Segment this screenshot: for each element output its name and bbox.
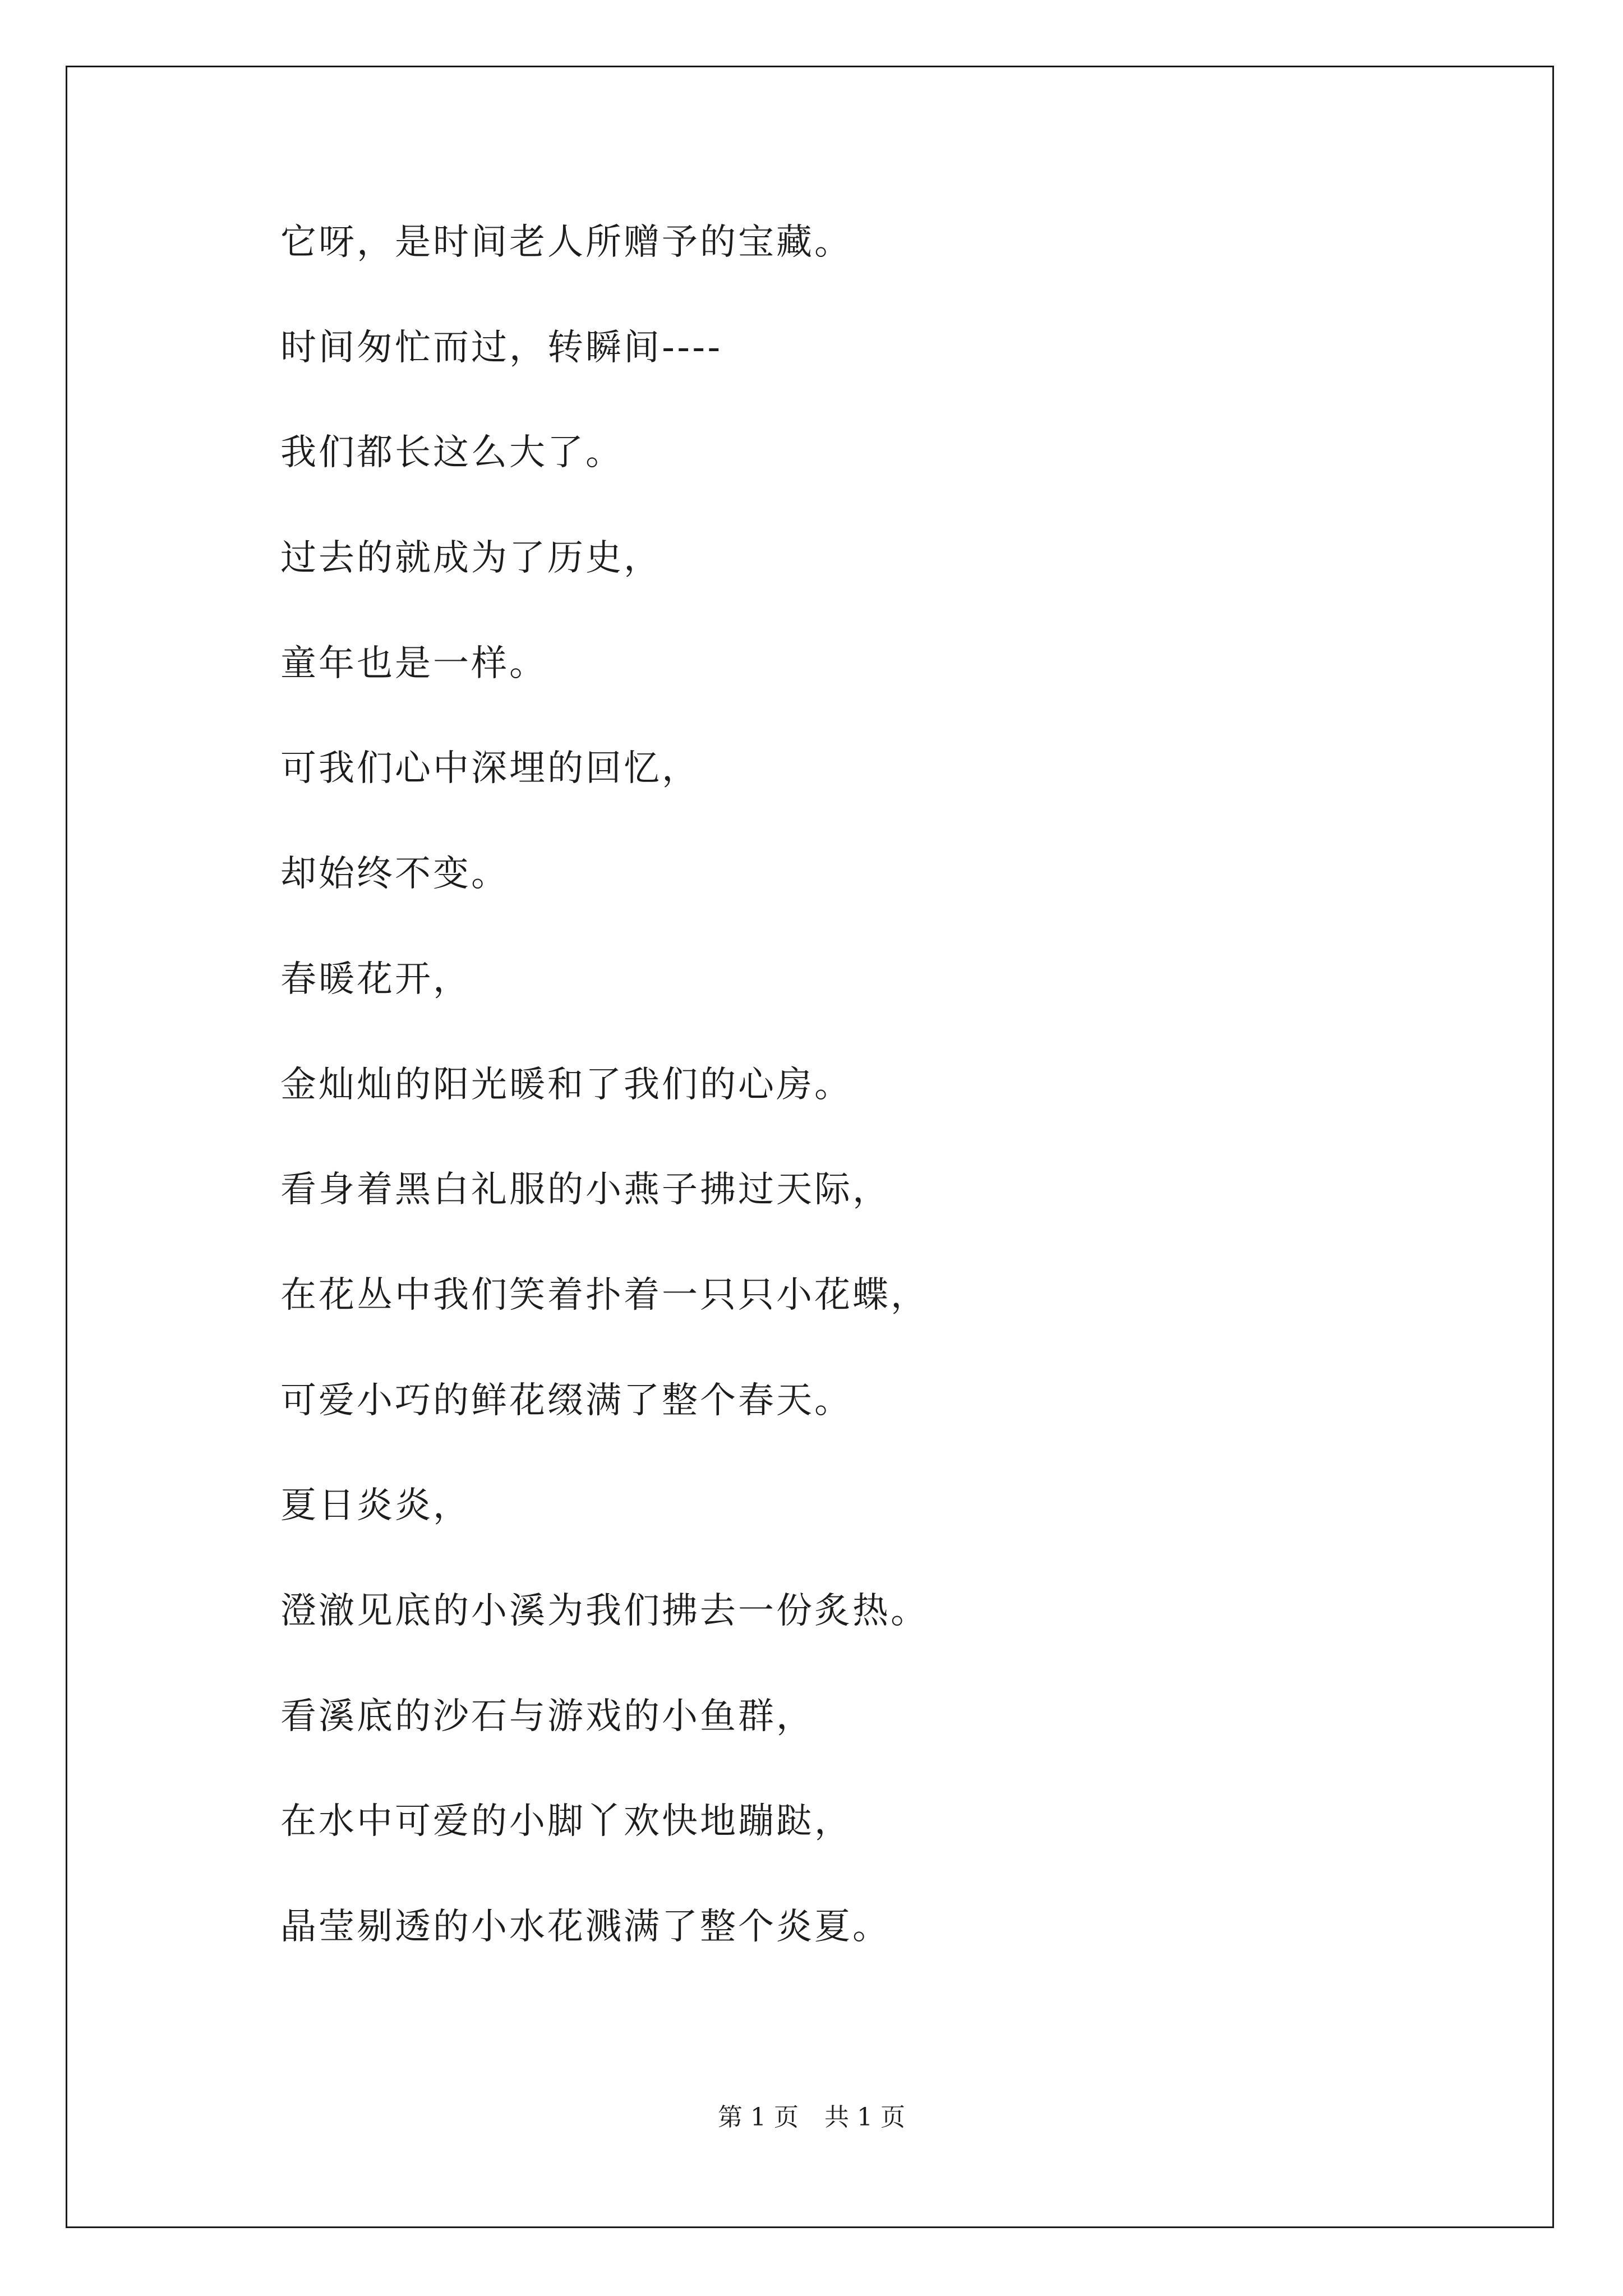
text-line: 看溪底的沙石与游戏的小鱼群， bbox=[280, 1695, 814, 1737]
text-line: 澄澈见底的小溪为我们拂去一份炙热。 bbox=[280, 1590, 929, 1632]
text-line: 在水中可爱的小脚丫欢快地蹦跶， bbox=[280, 1801, 852, 1843]
text-line: 童年也是一样。 bbox=[280, 642, 547, 684]
text-line: 可爱小巧的鲜花缀满了整个春天。 bbox=[280, 1379, 852, 1421]
text-line: 我们都长这么大了。 bbox=[280, 432, 624, 474]
text-line: 看身着黑白礼服的小燕子拂过天际， bbox=[280, 1169, 891, 1211]
text-line: 它呀，是时间老人所赠予的宝藏。 bbox=[280, 222, 852, 263]
text-line: 在花丛中我们笑着扑着一只只小花蝶， bbox=[280, 1274, 929, 1316]
text-line: 过去的就成为了历史， bbox=[280, 537, 662, 579]
page-number: 第 1 页 bbox=[718, 2103, 799, 2132]
text-line: 时间匆忙而过，转瞬间---- bbox=[280, 326, 723, 369]
page-footer bbox=[0, 2102, 1623, 2133]
document-body bbox=[280, 220, 1514, 2010]
text-line: 晶莹剔透的小水花溅满了整个炎夏。 bbox=[280, 1906, 891, 1948]
text-line: 春暖花开， bbox=[280, 958, 471, 1000]
page-total: 共 1 页 bbox=[824, 2103, 905, 2132]
text-line: 却始终不变。 bbox=[280, 853, 509, 895]
text-line: 可我们心中深埋的回忆， bbox=[280, 748, 700, 790]
text-line: 金灿灿的阳光暖和了我们的心房。 bbox=[280, 1064, 852, 1106]
text-line: 夏日炎炎， bbox=[280, 1485, 471, 1527]
